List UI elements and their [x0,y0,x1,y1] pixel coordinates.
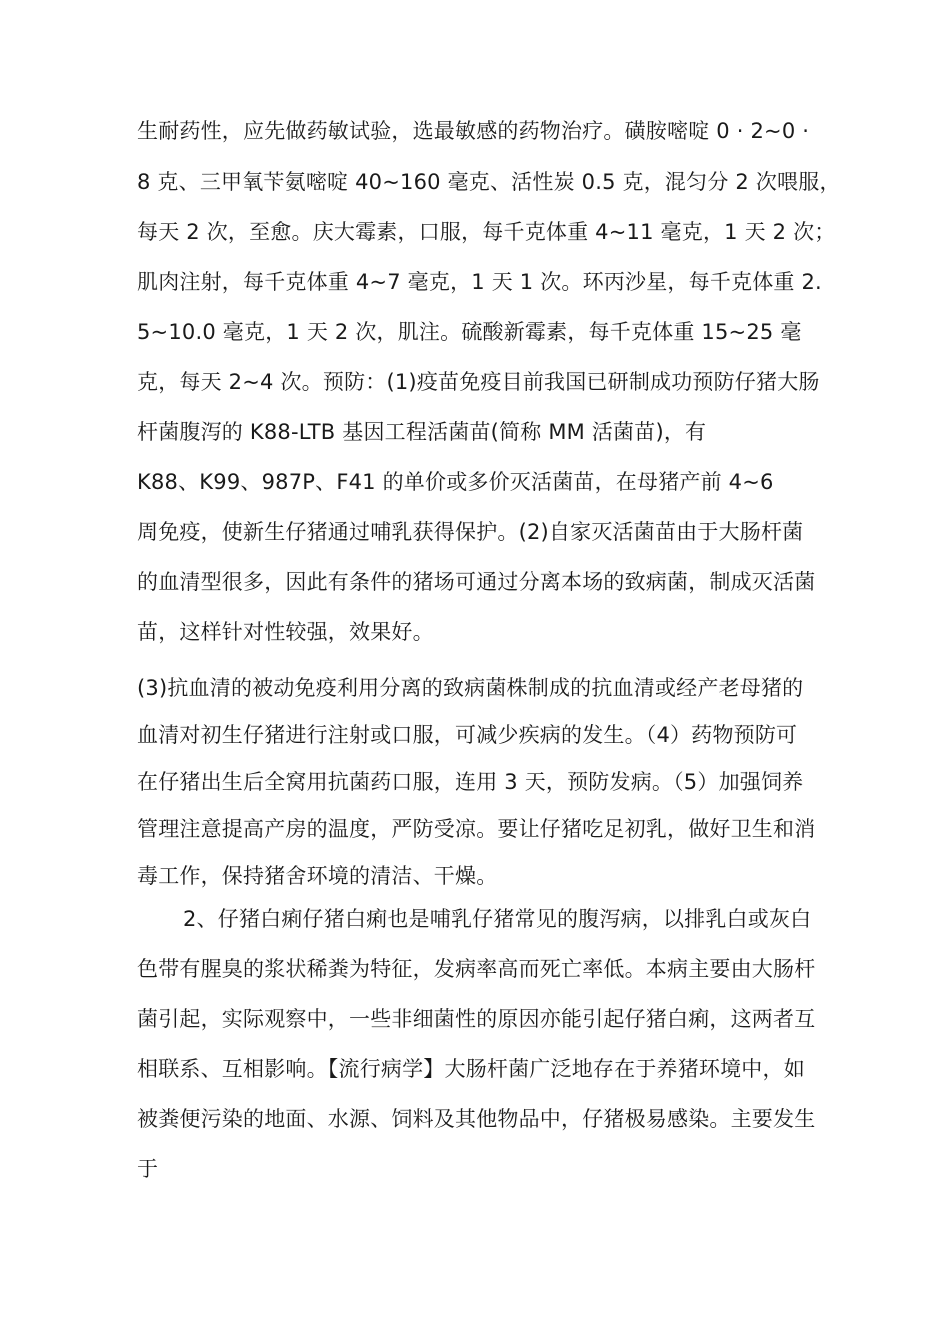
text-line: K88、K99、987P、F41 的单价或多价灭活菌苗，在母猪产前 4~6 [137,470,774,494]
text-line: 的血清型很多，因此有条件的猪场可通过分离本场的致病菌，制成灭活菌 [137,570,816,594]
text-line: 杆菌腹泻的 K88-LTB 基因工程活菌苗(简称 MM 活菌苗)，有 [137,420,707,444]
text-line: 生耐药性，应先做药敏试验，选最敏感的药物治疗。磺胺嘧啶 0 · 2~0 · [137,119,810,143]
text-line: 菌引起，实际观察中，一些非细菌性的原因亦能引起仔猪白痢，这两者互 [137,1007,816,1031]
text-line: (3)抗血清的被动免疫利用分离的致病菌株制成的抗血清或经产老母猪的 [137,676,804,700]
text-line: 苗，这样针对性较强，效果好。 [137,620,434,644]
text-line: 克，每天 2~4 次。预防：(1)疫苗免疫目前我国已研制成功预防仔猪大肠 [137,370,820,394]
text-line: 毒工作，保持猪舍环境的清洁、干燥。 [137,864,498,888]
text-line: 相联系、互相影响。【流行病学】大肠杆菌广泛地存在于养猪环境中，如 [137,1057,805,1081]
text-line: 于 [137,1157,159,1181]
text-line: 血清对初生仔猪进行注射或口服，可减少疾病的发生。（4）药物预防可 [137,723,798,747]
text-line: 色带有腥臭的浆状稀粪为特征，发病率高而死亡率低。本病主要由大肠杆 [137,957,816,981]
text-line: 每天 2 次，至愈。庆大霉素，口服，每千克体重 4~11 毫克，1 天 2 次； [137,220,836,244]
text-line: 8 克、三甲氧苄氨嘧啶 40~160 毫克、活性炭 0.5 克，混匀分 2 次喂服， [137,170,841,194]
text-line: 在仔猪出生后全窝用抗菌药口服，连用 3 天，预防发病。（5）加强饲养 [137,770,804,794]
text-line: 周免疫，使新生仔猪通过哺乳获得保护。(2)自家灭活菌苗由于大肠杆菌 [137,520,804,544]
text-line: 被粪便污染的地面、水源、饲料及其他物品中，仔猪极易感染。主要发生 [137,1107,816,1131]
text-line: 肌肉注射，每千克体重 4~7 毫克，1 天 1 次。环丙沙星，每千克体重 2. [137,270,822,294]
text-line: 管理注意提高产房的温度，严防受凉。要让仔猪吃足初乳，做好卫生和消 [137,817,816,841]
text-line: 2、仔猪白痢仔猪白痢也是哺乳仔猪常见的腹泻病，以排乳白或灰白 [183,907,812,931]
text-line: 5~10.0 毫克，1 天 2 次，肌注。硫酸新霉素，每千克体重 15~25 毫 [137,320,802,344]
